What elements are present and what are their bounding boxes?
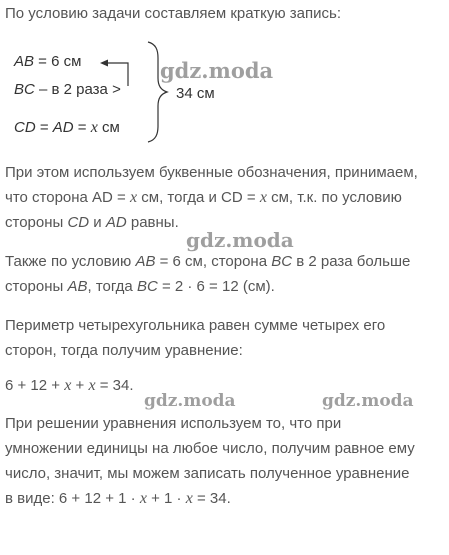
watermark: gdz.moda: [186, 228, 294, 252]
para1-line3: стороны CD и AD равны.: [5, 214, 179, 231]
para3-line1: Периметр четырехугольника равен сумме четырех его: [5, 317, 386, 334]
para4-line2: умножении единицы на любое число, получим равное ему: [5, 440, 415, 457]
para3-line2: сторон, тогда получим уравнение:: [5, 342, 243, 359]
para2-line1: Также по условию AB = 6 см, сторона BC в 2 раза больше: [5, 253, 411, 270]
arrow-line: [106, 63, 128, 86]
para1-line2: что сторона AD = x см, тогда и CD = x см, т.к. по условию: [5, 189, 402, 206]
para4-line1: При решении уравнения используем то, что при: [5, 415, 342, 432]
intro-text: По условию задачи составляем краткую запись:: [5, 5, 342, 22]
system-line-ab: AB = 6 см: [14, 53, 82, 70]
system-total: 34 см: [176, 85, 215, 102]
para4-line3: число, значит, мы можем записать полученное уравнение: [5, 465, 410, 482]
watermark: gdz.moda: [144, 391, 236, 411]
curly-brace: [148, 42, 167, 142]
para1-line1: При этом используем буквенные обозначения, принимаем,: [5, 164, 418, 181]
para4-line4: в виде: 6 + 12 + 1 · x + 1 · x = 34.: [5, 490, 231, 507]
system-line-bc: BC – в 2 раза >: [14, 81, 121, 98]
arrow-head: [100, 60, 108, 67]
equation: 6 + 12 + x + x = 34.: [5, 377, 134, 394]
watermark: gdz.moda: [322, 391, 414, 411]
para2-line2: стороны AB, тогда BC = 2 · 6 = 12 (см).: [5, 278, 275, 295]
system-line-cd-ad: CD = AD = x см: [14, 119, 120, 136]
watermark: gdz.moda: [160, 58, 274, 83]
